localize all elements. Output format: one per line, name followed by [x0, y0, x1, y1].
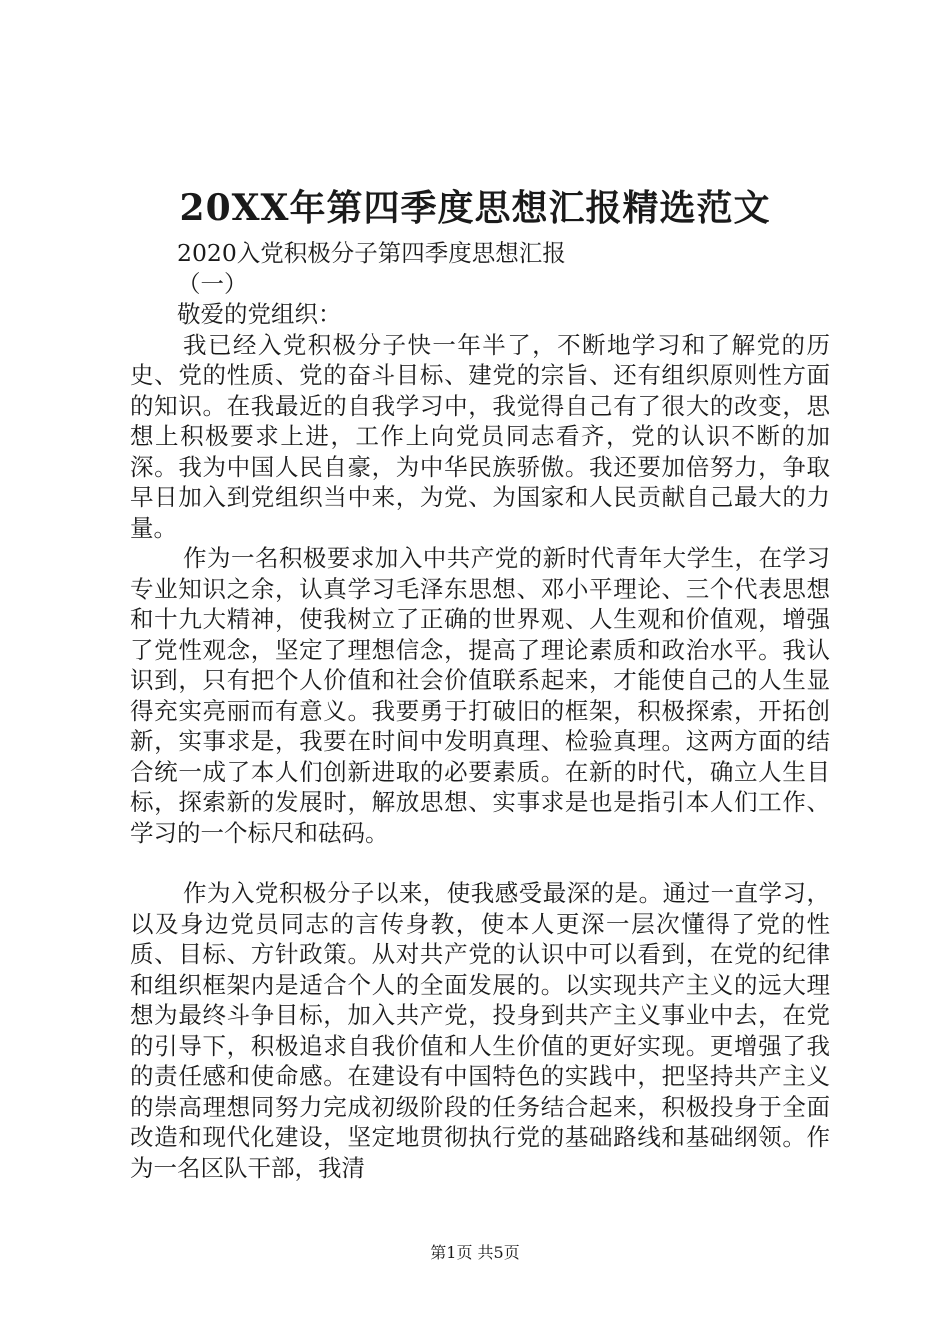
section-marker: （一） [177, 269, 248, 298]
document-body [130, 238, 830, 1183]
paragraph: 我已经入党积极分子快一年半了，不断地学习和了解党的历史、党的性质、党的奋斗目标、建党的宗旨、还有组织原则性方面的知识。在我最近的自我学习中，我觉得自己有了很大的改变，思想上积极要求上进，工作上向党员同志看齐，党的认识不断的加深。我为中国人民自豪，为中华民族骄傲。我还要加倍努力，争取早日加入到党组织当中来，为党、为国家和人民贡献自己最大的力量。 [130, 330, 830, 542]
paragraph: 作为入党积极分子以来，使我感受最深的是。通过一直学习，以及身边党员同志的言传身教，使本人更深一层次懂得了党的性质、目标、方针政策。从对共产党的认识中可以看到，在党的纪律和组织框架内是适合个人的全面发展的。以实现共产主义的远大理想为最终斗争目标，加入共产党，投身到共产主义事业中去，在党的引导下，积极追求自我价值和人生价值的更好实现。更增强了我的责任感和使命感。在建设有中国特色的实践中，把坚持共产主义的崇高理想同努力完成初级阶段的任务结合起来，积极投身于全面改造和现代化建设，坚定地贯彻执行党的基础路线和基础纲领。作为一名区队干部，我清 [130, 879, 830, 1182]
paragraph-spacer [130, 848, 830, 878]
document-title: 20XX年第四季度思想汇报精选范文 [179, 187, 771, 229]
page-footer: 第1页 共5页 [430, 1243, 520, 1262]
paragraph: 作为一名积极要求加入中共产党的新时代青年大学生，在学习专业知识之余，认真学习毛泽东思想、邓小平理论、三个代表思想和十九大精神，使我树立了正确的世界观、人生观和价值观，增强了党性观念，坚定了理想信念，提高了理论素质和政治水平。我认识到，只有把个人价值和社会价值联系起来，才能使自己的人生显得充实亮丽而有意义。我要勇于打破旧的框架，积极探索，开拓创新，实事求是，我要在时间中发明真理、检验真理。这两方面的结合统一成了本人们创新进取的必要素质。在新的时代，确立人生目标，探索新的发展时，解放思想、实事求是也是指引本人们工作、学习的一个标尺和砝码。 [130, 544, 830, 847]
salutation: 敬爱的党组织： [177, 300, 342, 328]
document-subtitle: 2020入党积极分子第四季度思想汇报 [177, 239, 566, 267]
